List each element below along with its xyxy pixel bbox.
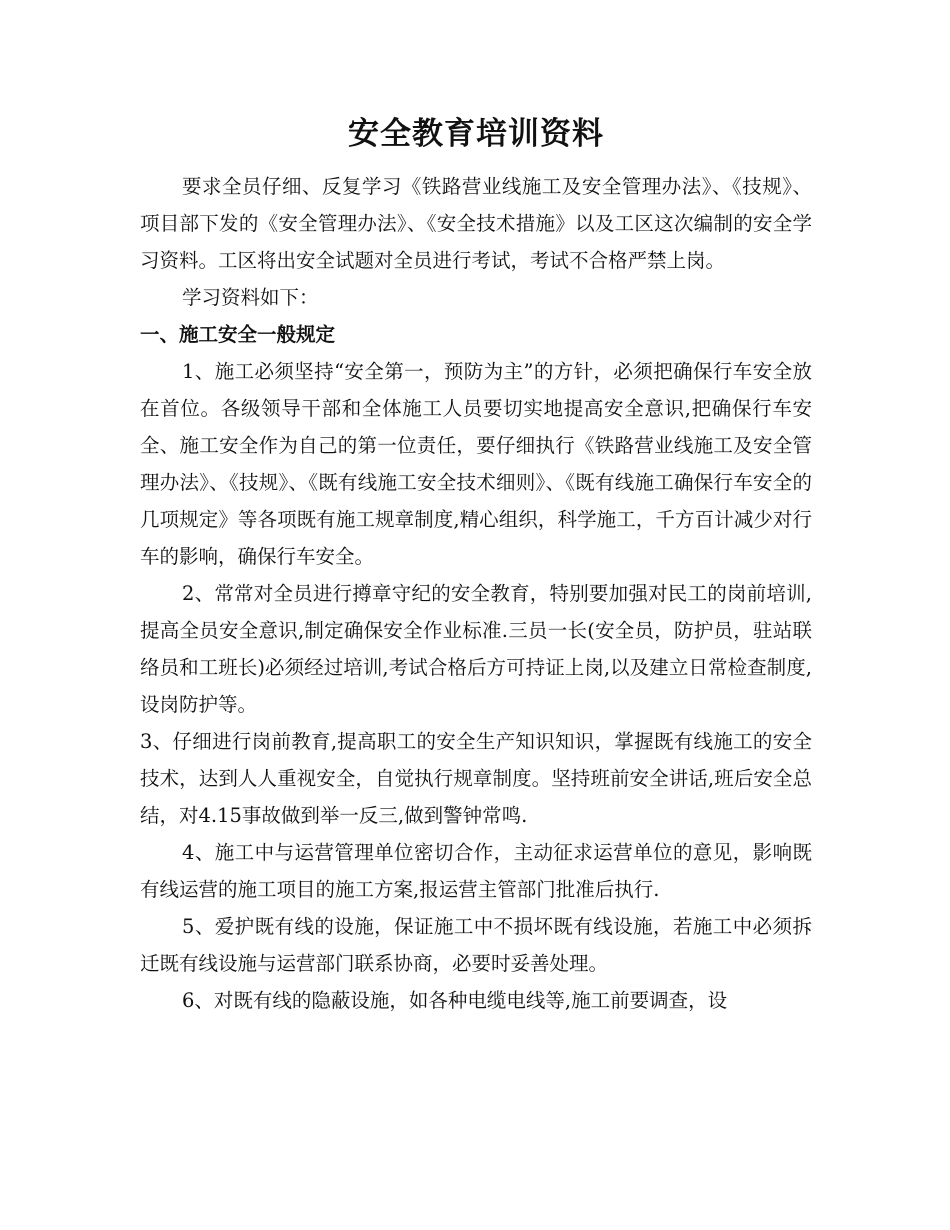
rule-item-5: 5、爱护既有线的设施，保证施工中不损坏既有线设施，若施工中必须拆迁既有线设施与运营部门联系协商，必要时妥善处理。 bbox=[140, 915, 812, 975]
document-body bbox=[140, 112, 812, 1019]
document-title: 安全教育培训资料 bbox=[348, 116, 604, 152]
section-heading: 一、施工安全一般规定 bbox=[140, 323, 336, 346]
intro-paragraph: 要求全员仔细、反复学习《铁路营业线施工及安全管理办法》、《技规》、项目部下发的《安全管理办法》、《安全技术措施》以及工区这次编制的安全学习资料。工区将出安全试题对全员进行考试，考试不合格严禁上岗。 bbox=[140, 175, 812, 272]
rule-item-1: 1、施工必须坚持“安全第一，预防为主”的方针，必须把确保行车安全放在首位。各级领导干部和全体施工人员要切实地提高安全意识,把确保行车安全、施工安全作为自己的第一位责任，要仔细执行《铁路营业线施工及安全管理办法》、《技规》、《既有线施工安全技术细则》、《既有线施工确保行车安全的几项规定》等各项既有施工规章制度,精心组织，科学施工，千方百计减少对行车的影响，确保行车安全。 bbox=[140, 360, 812, 568]
rule-item-6: 6、对既有线的隐蔽设施，如各种电缆电线等,施工前要调查，设 bbox=[182, 989, 728, 1012]
rule-item-3: 3、仔细进行岗前教育,提高职工的安全生产知识知识，掌握既有线施工的安全技术，达到人人重视安全，自觉执行规章制度。坚持班前安全讲话,班后安全总结，对4.15事故做到举一反三,做到警钟常鸣. bbox=[140, 730, 812, 827]
rule-item-2: 2、常常对全员进行撙章守纪的安全教育，特别要加强对民工的岗前培训,提高全员安全意识,制定确保安全作业标准.三员一长(安全员，防护员，驻站联络员和工班长)必须经过培训,考试合格后方可持证上岗,以及建立日常检查制度,设岗防护等。 bbox=[140, 582, 812, 716]
rule-item-4: 4、施工中与运营管理单位密切合作，主动征求运营单位的意见，影响既有线运营的施工项目的施工方案,报运营主管部门批准后执行. bbox=[140, 841, 812, 901]
study-intro-paragraph: 学习资料如下： bbox=[182, 286, 319, 309]
